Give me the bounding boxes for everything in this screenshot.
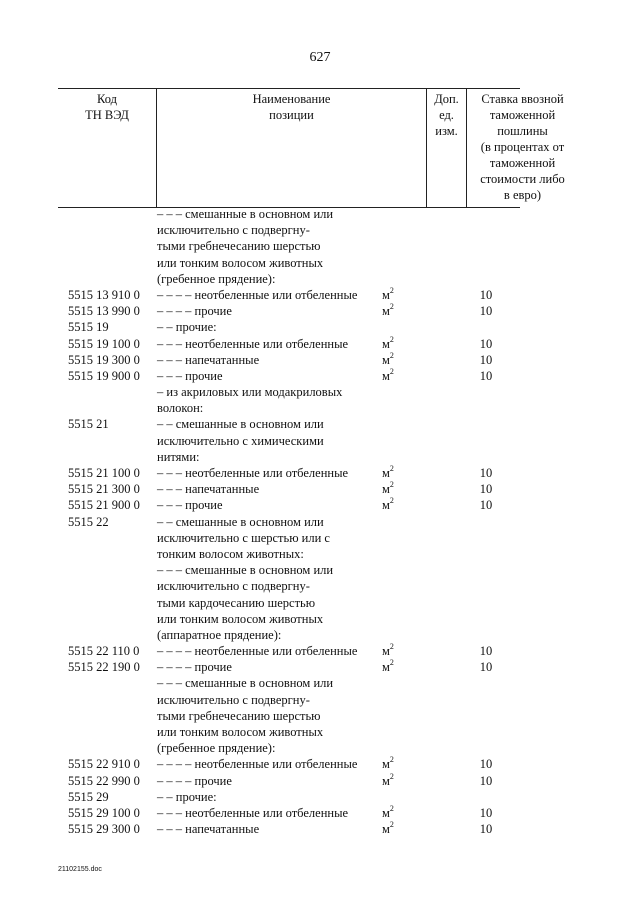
row-description: тонким волосом животных:: [157, 546, 304, 561]
row-rate: 10: [479, 805, 493, 820]
row-description: – – – – прочие: [157, 773, 232, 788]
row-description: – – – – неотбеленные или отбеленные: [157, 644, 358, 659]
row-rate: 10: [479, 482, 493, 497]
document-filename: 21102155.doc: [58, 866, 102, 873]
row-unit-exponent: 2: [389, 755, 394, 765]
table-row: [0, 740, 640, 756]
row-unit-base: м: [382, 482, 390, 497]
row-description: или тонким волосом животных: [157, 611, 324, 626]
table-row: [0, 433, 640, 449]
table-body: [0, 206, 640, 837]
row-code: 5515 22 910 0: [68, 757, 140, 772]
row-rate: 10: [479, 498, 493, 513]
table-row: [0, 805, 640, 821]
row-unit-exponent: 2: [389, 350, 394, 360]
table-row: [0, 303, 640, 319]
row-unit-base: м: [382, 757, 390, 772]
row-unit-base: м: [382, 660, 390, 675]
header-rate: Ставка ввозной таможенной пошлины (в процентах от таможенной стоимости либо в евро): [466, 89, 578, 207]
row-unit-exponent: 2: [389, 334, 394, 344]
row-code: 5515 22 190 0: [68, 660, 140, 675]
table-row: [0, 724, 640, 740]
table-row: [0, 514, 640, 530]
row-unit: [382, 336, 394, 352]
row-description: – из акриловых или модакриловых: [157, 385, 343, 400]
row-description: (аппаратное прядение):: [157, 627, 282, 642]
row-unit: [382, 352, 394, 368]
table-row: [0, 659, 640, 675]
row-unit: [382, 303, 394, 319]
row-description: волокон:: [157, 401, 204, 416]
row-description: исключительно с подвергну-: [157, 223, 310, 238]
table-row: [0, 416, 640, 432]
row-description: тыми гребнечесанию шерстью: [157, 708, 321, 723]
row-description: – – – напечатанные: [157, 352, 260, 367]
row-code: 5515 21 100 0: [68, 466, 140, 480]
row-unit-exponent: 2: [389, 285, 394, 295]
row-description: или тонким волосом животных: [157, 255, 324, 270]
row-unit-base: м: [382, 352, 390, 367]
table-row: [0, 400, 640, 416]
table-row: [0, 773, 640, 789]
row-unit: [382, 805, 394, 821]
row-unit-exponent: 2: [389, 366, 394, 376]
row-description: – – – напечатанные: [157, 482, 260, 497]
table-row: [0, 595, 640, 611]
row-unit: [382, 497, 394, 513]
row-code: 5515 19 100 0: [68, 336, 140, 351]
row-unit: [382, 756, 394, 772]
row-rate: 10: [479, 822, 493, 837]
table-row: [0, 222, 640, 238]
table-row: [0, 336, 640, 352]
row-description: – – – неотбеленные или отбеленные: [157, 466, 349, 480]
row-description: исключительно с шерстью или с: [157, 530, 330, 545]
table-row: [0, 206, 640, 222]
row-description: – – – – неотбеленные или отбеленные: [157, 757, 358, 772]
table-row: [0, 319, 640, 335]
table-row: [0, 756, 640, 772]
table-row: [0, 692, 640, 708]
row-unit-exponent: 2: [389, 302, 394, 312]
row-rate: 10: [479, 644, 493, 659]
row-rate: 10: [479, 336, 493, 351]
row-unit-base: м: [382, 336, 390, 351]
row-description: – – – смешанные в основном или: [157, 563, 334, 578]
row-unit: [382, 287, 394, 303]
table-row: [0, 238, 640, 254]
row-code: 5515 19 300 0: [68, 352, 140, 367]
table-row: [0, 481, 640, 497]
row-code: 5515 21 900 0: [68, 498, 140, 513]
row-unit-base: м: [382, 498, 390, 513]
row-rate: 10: [479, 352, 493, 367]
row-description: – – – неотбеленные или отбеленные: [157, 805, 349, 820]
table-row: [0, 384, 640, 400]
row-description: нитями:: [157, 449, 200, 464]
row-description: – – – неотбеленные или отбеленные: [157, 336, 349, 351]
row-unit-base: м: [382, 368, 390, 383]
table-row: [0, 821, 640, 837]
row-rate: 10: [479, 368, 493, 383]
table-row: [0, 530, 640, 546]
row-description: тыми гребнечесанию шерстью: [157, 239, 321, 254]
row-description: – – – прочие: [157, 498, 223, 513]
table-row: [0, 708, 640, 724]
table-row: [0, 578, 640, 594]
row-code: 5515 13 910 0: [68, 287, 140, 302]
row-unit-base: м: [382, 304, 390, 319]
table-row: [0, 627, 640, 643]
header-unit: Доп. ед. изм.: [426, 89, 466, 207]
row-description: – – прочие:: [157, 320, 217, 335]
row-code: 5515 29: [68, 789, 109, 804]
table-row: [0, 562, 640, 578]
row-unit-base: м: [382, 805, 390, 820]
table-row: [0, 465, 640, 481]
row-rate: 10: [479, 304, 493, 319]
row-code: 5515 19 900 0: [68, 368, 140, 383]
table-row: [0, 789, 640, 805]
header-code: Код ТН ВЭД: [85, 92, 129, 122]
row-unit: [382, 481, 394, 497]
row-description: тыми кардочесанию шерстью: [157, 595, 316, 610]
row-unit: [382, 643, 394, 659]
row-unit-base: м: [382, 822, 390, 837]
table-row: [0, 611, 640, 627]
row-code: 5515 22 990 0: [68, 773, 140, 788]
row-unit-base: м: [382, 773, 390, 788]
row-rate: 10: [479, 660, 493, 675]
table-row: [0, 546, 640, 562]
row-description: – – – напечатанные: [157, 822, 260, 837]
row-description: или тонким волосом животных: [157, 725, 324, 739]
table-row: [0, 368, 640, 384]
row-description: – – – – прочие: [157, 304, 232, 319]
row-code: 5515 22 110 0: [68, 644, 140, 659]
row-description: (гребенное прядение):: [157, 271, 276, 286]
row-unit-base: м: [382, 644, 390, 659]
row-unit: [382, 659, 394, 675]
row-unit-exponent: 2: [389, 771, 394, 781]
table-row: [0, 352, 640, 368]
row-description: (гребенное прядение):: [157, 741, 276, 756]
row-unit-exponent: 2: [389, 480, 394, 490]
page-number: 627: [309, 50, 331, 65]
row-unit-exponent: 2: [389, 803, 394, 813]
row-unit-exponent: 2: [389, 496, 394, 506]
header-name: Наименование позиции: [156, 89, 426, 207]
table-row: [0, 271, 640, 287]
table-header: [58, 88, 565, 208]
row-unit: [382, 465, 394, 481]
row-code: 5515 21 300 0: [68, 482, 140, 497]
row-unit: [382, 821, 394, 837]
row-description: – – – – неотбеленные или отбеленные: [157, 287, 358, 302]
row-description: исключительно с подвергну-: [157, 692, 310, 707]
row-description: исключительно с химическими: [157, 433, 324, 448]
row-description: – – смешанные в основном или: [157, 417, 324, 432]
row-description: – – смешанные в основном или: [157, 514, 324, 529]
row-code: 5515 21: [68, 417, 109, 432]
row-unit-exponent: 2: [389, 642, 394, 652]
row-code: 5515 29 300 0: [68, 822, 140, 837]
row-rate: 10: [479, 466, 493, 480]
row-code: 5515 13 990 0: [68, 304, 140, 319]
table-row: [0, 675, 640, 691]
row-description: – – прочие:: [157, 789, 217, 804]
row-code: 5515 29 100 0: [68, 805, 140, 820]
row-code: 5515 19: [68, 320, 109, 335]
row-rate: 10: [479, 757, 493, 772]
row-unit-exponent: 2: [389, 464, 394, 473]
row-code: 5515 22: [68, 514, 109, 529]
row-unit-base: м: [382, 466, 390, 480]
row-description: – – – смешанные в основном или: [157, 676, 334, 691]
table-row: [0, 287, 640, 303]
table-row: [0, 449, 640, 465]
row-unit: [382, 368, 394, 384]
table-row: [0, 255, 640, 271]
row-rate: 10: [479, 287, 493, 302]
row-unit: [382, 773, 394, 789]
row-unit-base: м: [382, 287, 390, 302]
row-rate: 10: [479, 773, 493, 788]
row-unit-exponent: 2: [389, 820, 394, 830]
row-unit-exponent: 2: [389, 658, 394, 668]
row-description: – – – смешанные в основном или: [157, 207, 334, 221]
table-row: [0, 497, 640, 513]
table-row: [0, 643, 640, 659]
row-description: – – – прочие: [157, 368, 223, 383]
row-description: – – – – прочие: [157, 660, 232, 675]
row-description: исключительно с подвергну-: [157, 579, 310, 594]
